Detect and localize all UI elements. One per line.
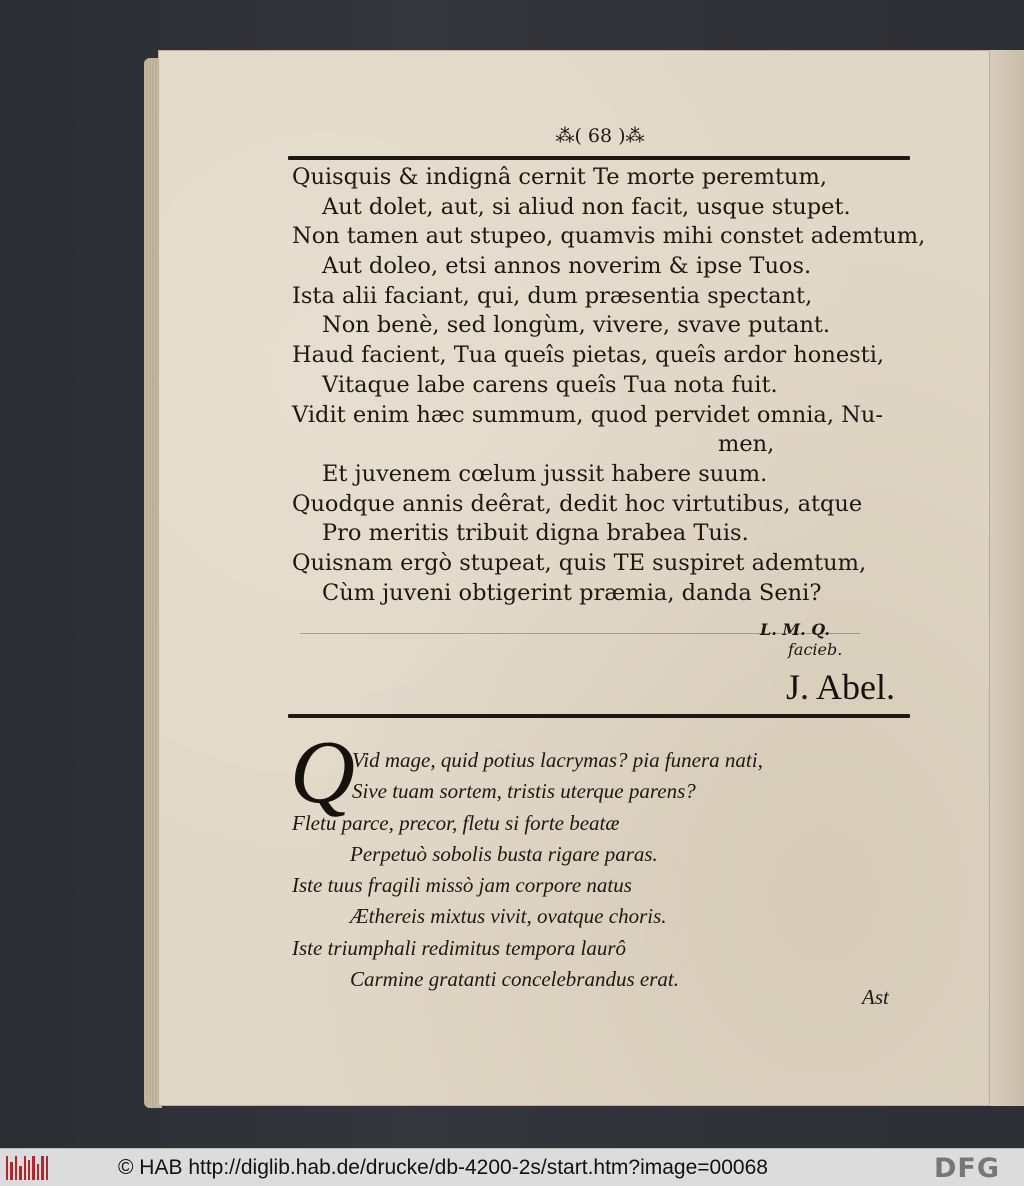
verse-line: Cùm juveni obtigerint præmia, danda Seni? [322, 579, 822, 606]
poem-line: Iste tuus fragili missò jam corpore natus [292, 873, 632, 898]
footer-copyright-link[interactable]: © HAB http://diglib.hab.de/drucke/db-4200-2s/start.htm?image=00068 [118, 1156, 768, 1179]
dfg-logo-icon: DFG [934, 1153, 1001, 1184]
poem-line: Iste triumphali redimitus tempora laurô [292, 935, 627, 960]
drop-cap: Q [290, 723, 355, 822]
verse-block [292, 163, 926, 608]
footer-bar [0, 1148, 1024, 1186]
header-rule [288, 156, 910, 160]
verse-line: Aut doleo, etsi annos noverim & ipse Tuos. [322, 253, 812, 280]
poem-line: Vid mage, quid potius lacrymas? pia funera nati, [352, 748, 763, 772]
verse-line: Ista alii faciant, qui, dum præsentia spectant, [292, 282, 813, 309]
verse-line: Quisnam ergò stupeat, quis TE suspiret ademtum, [292, 549, 867, 576]
attribution-initials: L. M. Q. [760, 620, 830, 639]
poem-line: Perpetuò sobolis busta rigare paras. [350, 841, 658, 866]
catchword: Ast [862, 985, 889, 1009]
verse-line: Vidit enim hæc summum, quod pervidet omnia, Nu- [292, 401, 883, 428]
verse-line: Et juvenem cœlum jussit habere suum. [322, 460, 768, 487]
verse-line: men, [718, 431, 775, 458]
verse-line: Aut dolet, aut, si aliud non facit, usque stupet. [322, 193, 851, 220]
poem-line: Sive tuam sortem, tristis uterque parens? [352, 779, 696, 804]
verse-line: Quisquis & indignâ cernit Te morte peremtum, [292, 164, 827, 190]
poem-line: Carmine gratanti concelebrandus erat. [350, 967, 679, 992]
verse-line: Pro meritis tribuit digna brabea Tuis. [322, 520, 749, 547]
hab-barcode-logo-icon [6, 1156, 48, 1180]
verse-line: Vitaque labe carens queîs Tua nota fuit. [322, 371, 778, 398]
verse-line: Non tamen aut stupeo, quamvis mihi constet ademtum, [292, 223, 926, 250]
poem-line: Fletu parce, precor, fletu si forte beatæ [292, 810, 620, 835]
attribution-facieb: facieb. [788, 640, 843, 659]
signature-j-abel: J. Abel. [786, 667, 896, 707]
poem-line: Æthereis mixtus vivit, ovatque choris. [350, 904, 667, 929]
page-header: ⁂( 68 )⁂ [555, 125, 645, 147]
verse-line: Haud facient, Tua queîs pietas, queîs ardor honesti, [292, 342, 885, 369]
verse-line: Quodque annis deêrat, dedit hoc virtutibus, atque [292, 490, 863, 517]
section-divider-rule [288, 714, 910, 718]
second-poem-block [292, 745, 912, 995]
verse-line: Non benè, sed longùm, vivere, svave putant. [322, 312, 831, 339]
